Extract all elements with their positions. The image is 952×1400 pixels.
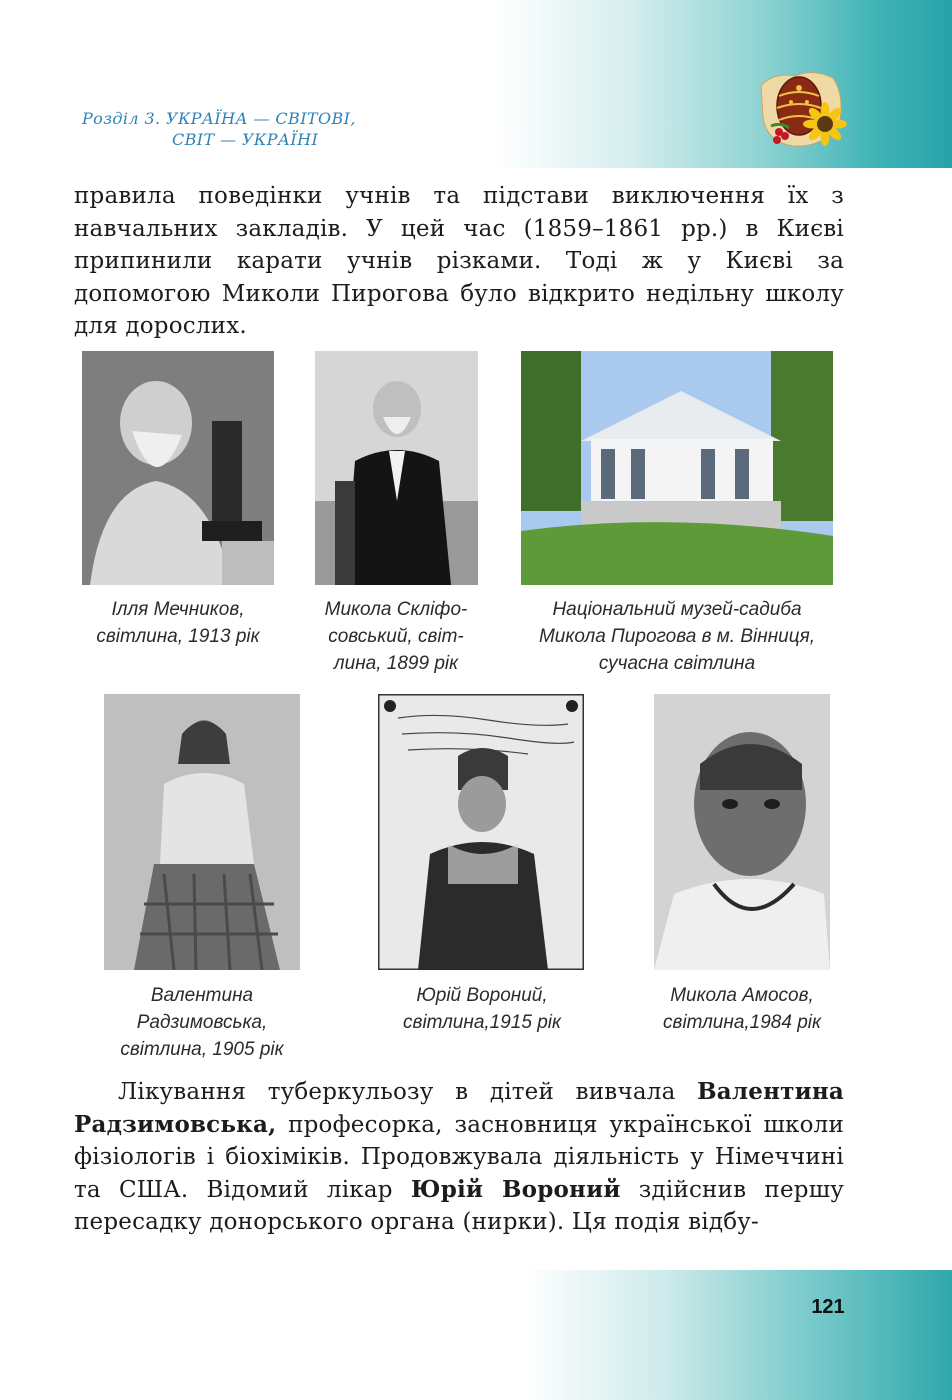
caption-line: Микола Пирогова в м. Вінниця, <box>538 626 816 647</box>
caption-line: совський, світ- <box>328 626 464 647</box>
paragraph-text: професорка, засновниця української школи фізіологів і біохіміків. Продовжувала діяльність у Німеччині та США. Відомий лікар <box>74 1111 844 1203</box>
photo-radzymovska <box>104 694 300 970</box>
caption-radzymovska <box>88 982 316 1063</box>
caption-line: сучасна світлина <box>598 653 756 674</box>
paragraph-text: здійснив першу пересадку донорського органа (нирки). Ця подія відбу- <box>74 1176 845 1235</box>
caption-line: Національний музей-садиба <box>552 599 802 620</box>
body-paragraph-1: правила поведінки учнів та підстави виключення їх з навчальних закладів. У цей час (1859–1861 рр.) в Києві припинили карати учнів різками. Тоді ж у Києві за допомогою Миколи Пирогова було відкрито недільну школу для дорослих. <box>74 183 844 339</box>
photo-pirogov-museum <box>521 351 833 585</box>
caption-sklifosovsky <box>298 596 494 677</box>
caption-pirogov-museum <box>506 596 848 677</box>
caption-mechnikov <box>72 596 284 650</box>
caption-line: Микола Амосов, <box>670 985 814 1006</box>
caption-line: Ілля Мечников, <box>111 599 245 620</box>
caption-line: Юрій Вороний, <box>416 985 548 1006</box>
photo-sklifosovsky <box>315 351 478 585</box>
caption-line: світлина,1915 рік <box>403 1012 561 1033</box>
photo-amosov <box>654 694 830 970</box>
body-paragraph-2 <box>74 1076 844 1239</box>
bold-name-voronyi: Юрій Вороний <box>410 1175 621 1203</box>
caption-line: світлина, 1913 рік <box>96 626 260 647</box>
photo-mechnikov <box>82 351 274 585</box>
caption-line: Радзимовська, <box>136 1012 268 1033</box>
chapter-title-line-1: Розділ 3. УКРАЇНА — СВІТОВІ, <box>82 109 356 128</box>
footer-decorative-band <box>0 1270 952 1400</box>
caption-line: лина, 1899 рік <box>333 653 459 674</box>
page-number: 121 <box>811 1296 845 1318</box>
caption-amosov <box>632 982 852 1036</box>
bold-name-radzymovska: Валентина Радзимовська, <box>74 1078 844 1138</box>
caption-voronyi <box>372 982 592 1036</box>
caption-line: світлина, 1905 рік <box>120 1039 284 1060</box>
caption-line: Валентина <box>150 985 254 1006</box>
paragraph-text: Лікування туберкульозу в дітей вивчала <box>118 1079 698 1105</box>
caption-line: світлина,1984 рік <box>663 1012 821 1033</box>
pysanka-sunflower-emblem <box>753 66 853 156</box>
chapter-title-line-2: СВІТ — УКРАЇНІ <box>172 130 319 149</box>
chapter-title <box>82 108 356 150</box>
photo-voronyi <box>378 694 584 970</box>
caption-line: Микола Скліфо- <box>324 599 468 620</box>
